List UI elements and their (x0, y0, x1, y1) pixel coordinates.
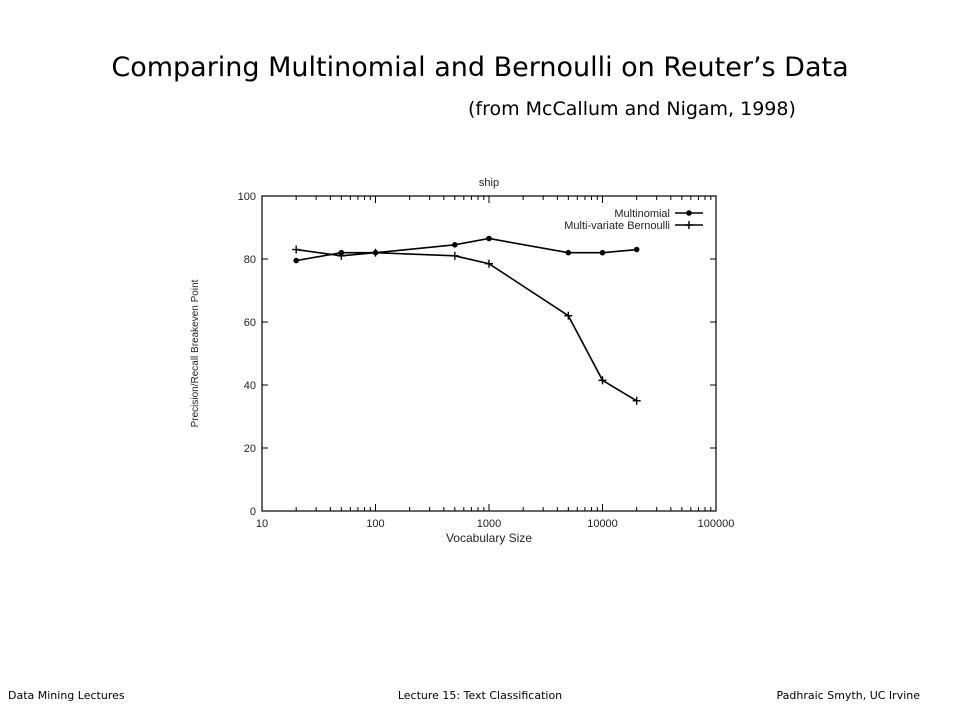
axis-ticks (238, 191, 735, 530)
x-tick-label: 100000 (697, 518, 735, 530)
data-point (564, 312, 572, 320)
x-tick-label: 100 (366, 518, 385, 530)
x-tick-label: 10000 (587, 518, 618, 530)
y-tick-label: 0 (249, 506, 256, 518)
y-tick-label: 40 (243, 380, 256, 392)
y-tick-label: 80 (243, 254, 256, 266)
legend (564, 208, 703, 232)
data-point (372, 249, 380, 257)
data-point (600, 250, 606, 256)
legend-marker (685, 221, 693, 229)
footer-right: Padhraic Smyth, UC Irvine (776, 689, 920, 702)
slide-subtitle: (from McCallum and Nigam, 1998) (468, 98, 796, 120)
y-tick-label: 60 (243, 317, 256, 329)
series-line (296, 250, 637, 401)
data-point (566, 250, 572, 256)
series-line (296, 239, 637, 261)
legend-label: Multinomial (614, 208, 670, 220)
data-point (633, 397, 641, 405)
y-tick-label: 100 (237, 191, 256, 203)
data-point (634, 247, 640, 253)
data-point (292, 246, 300, 254)
y-tick-label: 20 (243, 443, 256, 455)
x-tick-label: 1000 (476, 518, 502, 530)
data-point (486, 236, 492, 242)
x-tick-label: 10 (255, 518, 269, 530)
series-2 (292, 246, 641, 405)
data-point (293, 258, 299, 264)
footer-left: Data Mining Lectures (8, 689, 125, 702)
legend-marker (686, 210, 692, 216)
legend-label: Multi-variate Bernoulli (564, 220, 670, 232)
chart-title: ship (478, 177, 500, 189)
data-point (599, 376, 607, 384)
slide-title: Comparing Multinomial and Bernoulli on Reuter’s Data (111, 52, 849, 83)
data-point (451, 252, 459, 260)
data-point (452, 242, 458, 248)
series-layer (292, 236, 641, 405)
y-axis-label: Precision/Recall Breakeven Point (190, 279, 201, 428)
x-axis-label: Vocabulary Size (445, 531, 533, 545)
data-point (485, 260, 493, 268)
footer-center: Lecture 15: Text Classification (397, 689, 563, 702)
plot-frame (262, 196, 716, 511)
